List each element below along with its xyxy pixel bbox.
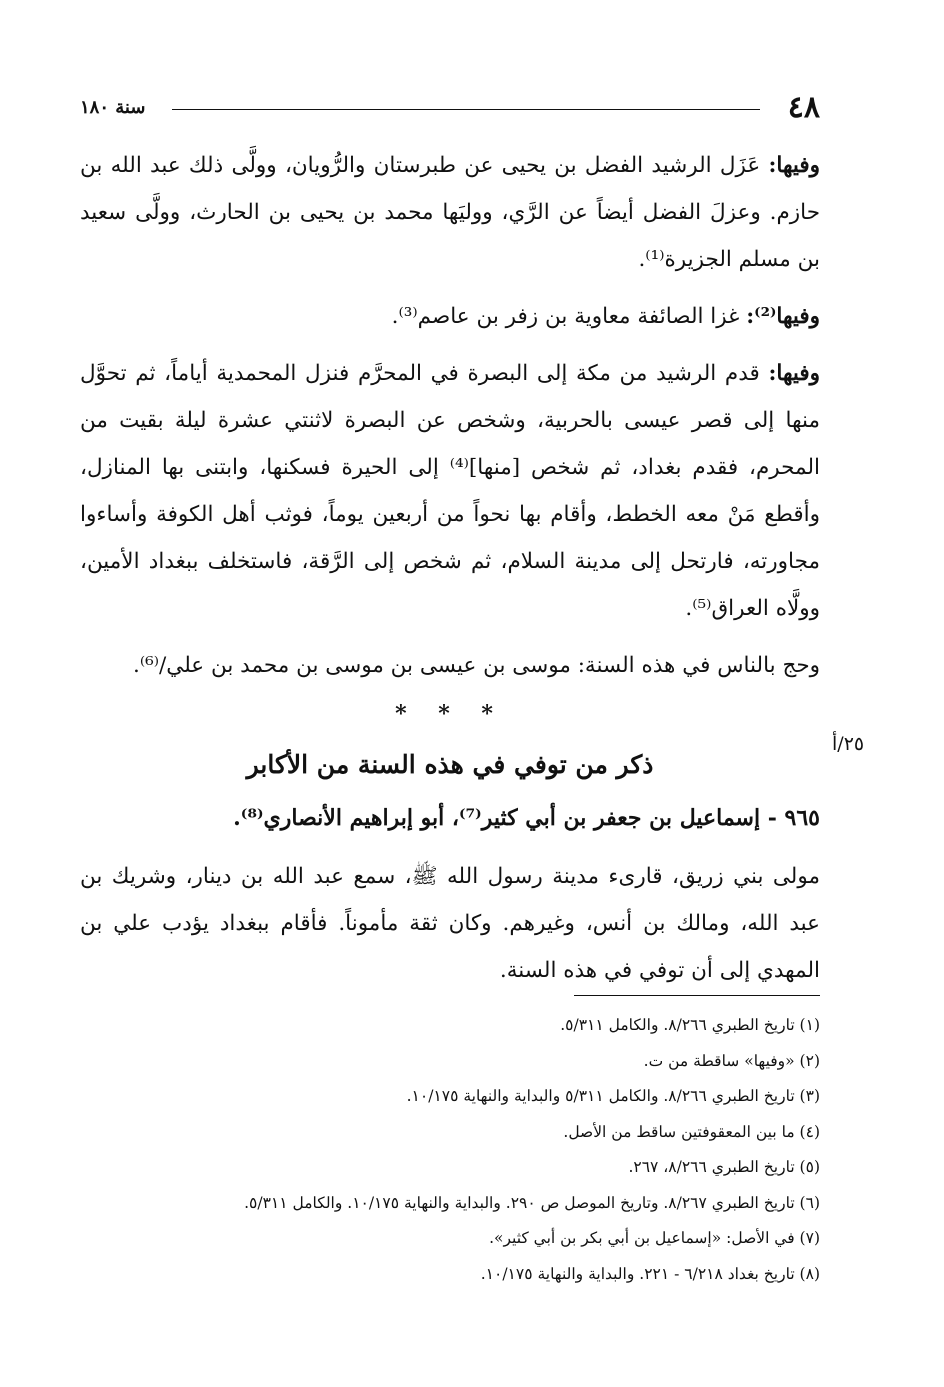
footnote: (١) تاريخ الطبري ٨/٢٦٦. والكامل ٥/٣١١. (560, 1016, 820, 1034)
paragraph-lead: وفيها: (768, 153, 820, 178)
paragraph (80, 142, 820, 283)
page-header (80, 88, 820, 128)
paragraph-text: غزا الصائفة معاوية بن زفر بن عاصم⁽³⁾. (391, 304, 747, 329)
paragraph-text: عَزَل الرشيد الفضل بن يحيى عن طبرستان والرُّويان، وولَّى ذلك عبد الله بن حازم. وعزلَ الفضل أيضاً عن الرَّي، ووليَها محمد بن يحيى بن الحارث، وولَّى سعيد بن مسلم الجزيرة⁽¹⁾. (80, 153, 820, 272)
page-number: ٤٨ (787, 90, 820, 125)
footnote: (٦) تاريخ الطبري ٨/٢٦٧. وتاريخ الموصل ص ٢٩٠. والبداية والنهاية ١٠/١٧٥. والكامل ٥/٣١١. (244, 1193, 820, 1212)
footnote-rule (574, 995, 820, 996)
entry-text: مولى بني زريق، قارىء مدينة رسول الله ﷺ، سمع عبد الله بن دينار، وشريك بن عبد الله، ومالك بن أنس، وغيرهم. وكان ثقة مأموناً. فأقام ببغداد يؤدب علي بن المهدي إلى أن توفي في هذه السنة. (80, 864, 820, 983)
margin-folio-note: ٢٥/أ (832, 733, 865, 755)
running-title: سنة ١٨٠ (80, 97, 146, 118)
main-text (80, 142, 820, 1004)
section-divider-stars: * * * (395, 701, 505, 727)
paragraph (80, 293, 820, 340)
footnote: (٢) «وفيها» ساقطة من ت. (643, 1051, 820, 1070)
footnote: (٨) تاريخ بغداد ٦/٢١٨ - ٢٢١. والبداية والنهاية ١٠/١٧٥. (480, 1264, 820, 1283)
paragraph-text: وحج بالناس في هذه السنة: موسى بن عيسى بن موسى بن محمد بن علي/⁽⁶⁾. (133, 653, 820, 678)
footnote: (٤) ما بين المعقوفتين ساقط من الأصل. (563, 1122, 820, 1141)
entry-heading: ٩٦٥ - إسماعيل بن جعفر بن أبي كثير⁽⁷⁾، أبو إبراهيم الأنصاري⁽⁸⁾. (233, 805, 820, 831)
paragraph-text: قدم الرشيد من مكة إلى البصرة في المحرَّم فنزل المحمدية أياماً، ثم تحوَّل منها إلى قصر عيسى بالحربية، وشخص عن البصرة لاثنتي عشرة ليلة بقيت من المحرم، فقدم بغداد، ثم شخص [منها]⁽⁴⁾ إلى الحيرة فسكنها، وابتنى بها المنازل، وأقطع مَنْ معه الخطط، وأقام بها نحواً من أربعين يوماً، فوثب أهل الكوفة وأساءوا مجاورته، فارتحل إلى مدينة السلام، ثم شخص إلى الرَّقة، فاستخلف ببغداد الأمين، وولَّاه العراق⁽⁵⁾. (80, 361, 820, 621)
footnote: (٥) تاريخ الطبري ٨/٢٦٦، ٢٦٧. (628, 1158, 820, 1176)
section-heading: ذكر من توفي في هذه السنة من الأكابر (246, 750, 654, 779)
footnote: (٣) تاريخ الطبري ٨/٢٦٦. والكامل ٥/٣١١ والبداية والنهاية ١٠/١٧٥. (406, 1087, 820, 1105)
paragraph-lead: وفيها: (768, 361, 820, 386)
footnote: (٧) في الأصل: «إسماعيل بن أبي بكر بن أبي كثير». (489, 1229, 820, 1247)
paragraph (80, 642, 820, 689)
paragraph (80, 350, 820, 632)
paragraph-lead: وفيها⁽²⁾: (746, 304, 820, 329)
footnotes (80, 1008, 820, 1292)
header-rule (172, 109, 760, 110)
